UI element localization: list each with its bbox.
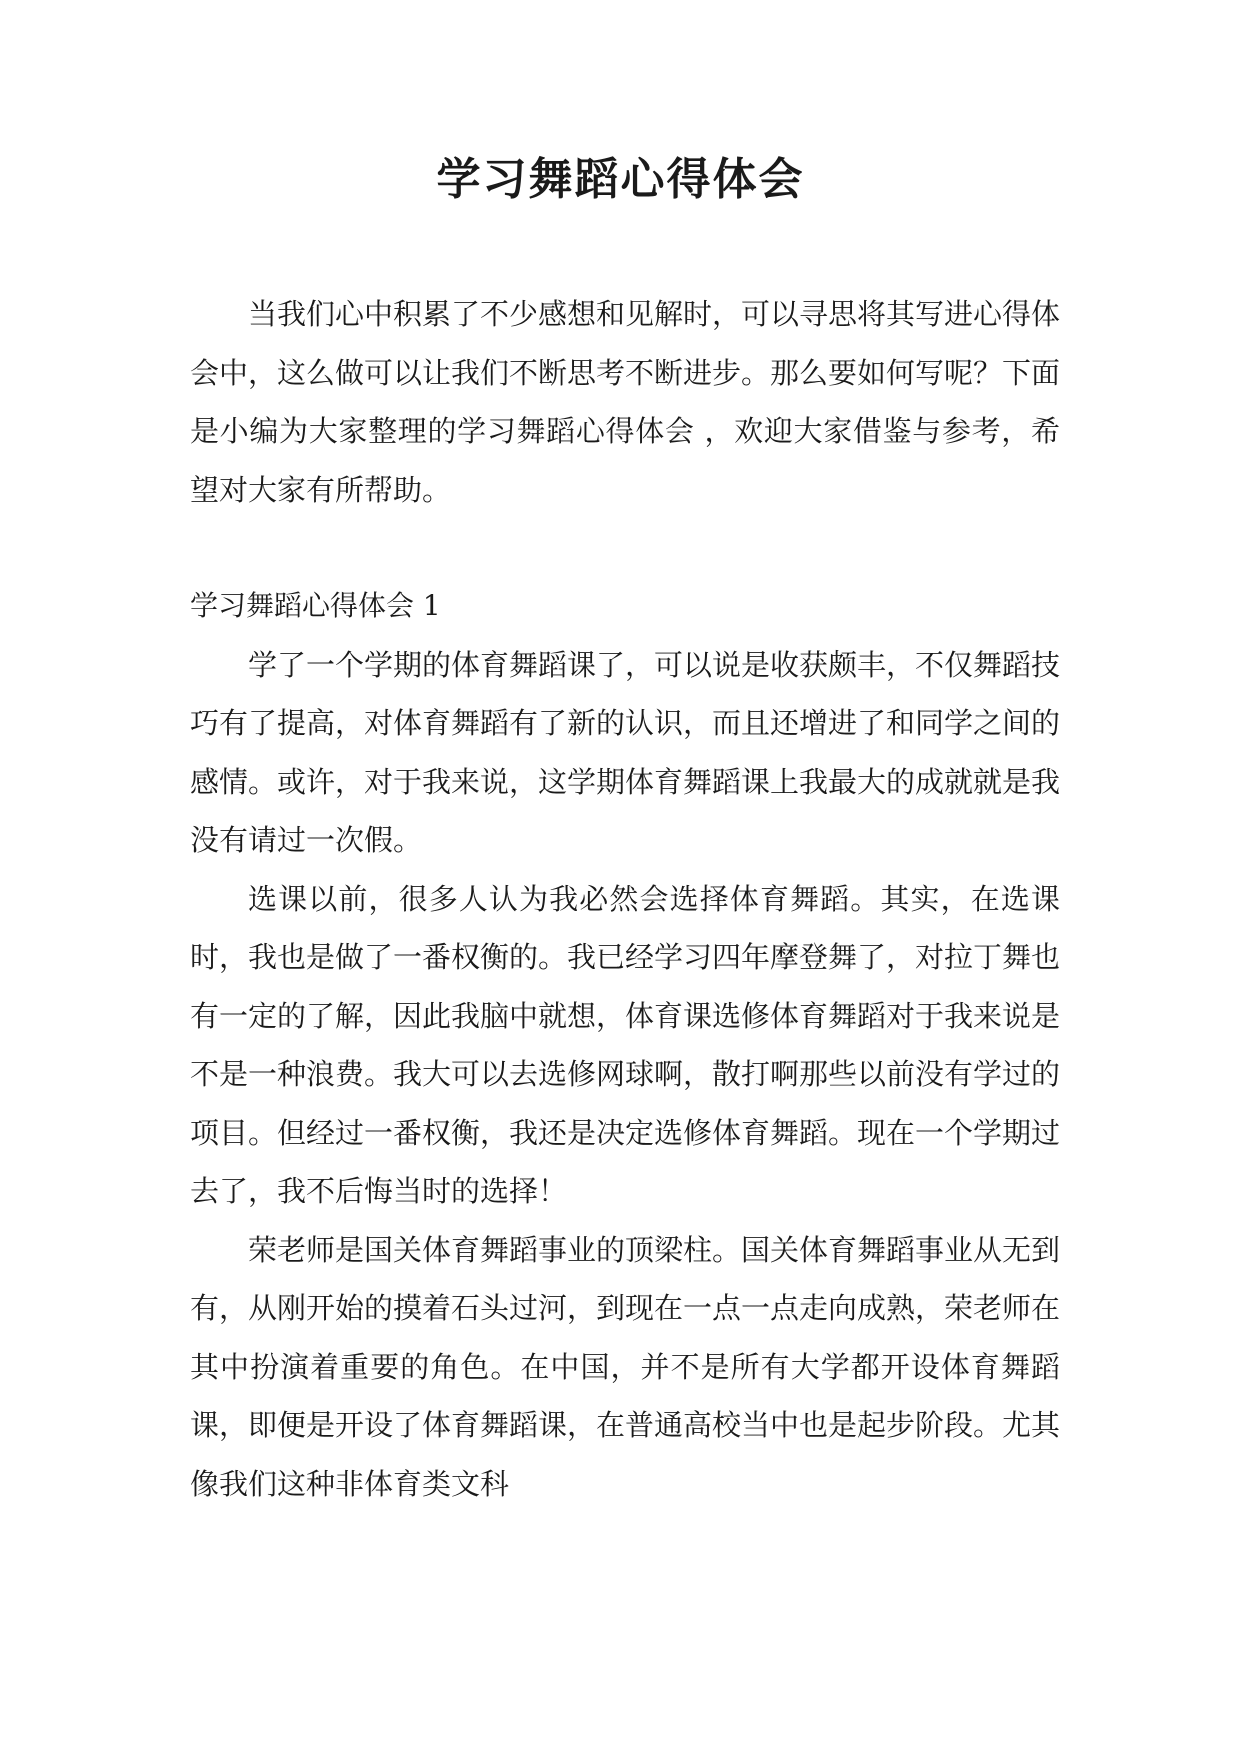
document-title: 学习舞蹈心得体会 [436, 154, 805, 205]
body-paragraph-1: 学了一个学期的体育舞蹈课了，可以说是收获颇丰，不仅舞蹈技巧有了提高，对体育舞蹈有了新的认识，而且还增进了和同学之间的感情。或许，对于我来说，这学期体育舞蹈课上我最大的成就就是我没有请过一次假。 [190, 647, 1061, 857]
document-body [190, 285, 1060, 1513]
paragraph-spacer [190, 519, 1060, 577]
section-heading: 学习舞蹈心得体会 1 [190, 589, 441, 622]
body-paragraph-3: 荣老师是国关体育舞蹈事业的顶梁柱。国关体育舞蹈事业从无到有，从刚开始的摸着石头过河，到现在一点一点走向成熟，荣老师在其中扮演着重要的角色。在中国，并不是所有大学都开设体育舞蹈课，即便是开设了体育舞蹈课，在普通高校当中也是起步阶段。尤其像我们这种非体育类文科 [190, 1232, 1061, 1501]
body-paragraph-2: 选课以前，很多人认为我必然会选择体育舞蹈。其实，在选课时，我也是做了一番权衡的。我已经学习四年摩登舞了，对拉丁舞也有一定的了解，因此我脑中就想，体育课选修体育舞蹈对于我来说是不是一种浪费。我大可以去选修网球啊，散打啊那些以前没有学过的项目。但经过一番权衡，我还是决定选修体育舞蹈。现在一个学期过去了，我不后悔当时的选择！ [190, 881, 1061, 1208]
intro-paragraph: 当我们心中积累了不少感想和见解时，可以寻思将其写进心得体会中，这么做可以让我们不断思考不断进步。那么要如何写呢？下面是小编为大家整理的学习舞蹈心得体会 ，欢迎大家借鉴与参考，希望对大家有所帮助。 [190, 297, 1061, 507]
